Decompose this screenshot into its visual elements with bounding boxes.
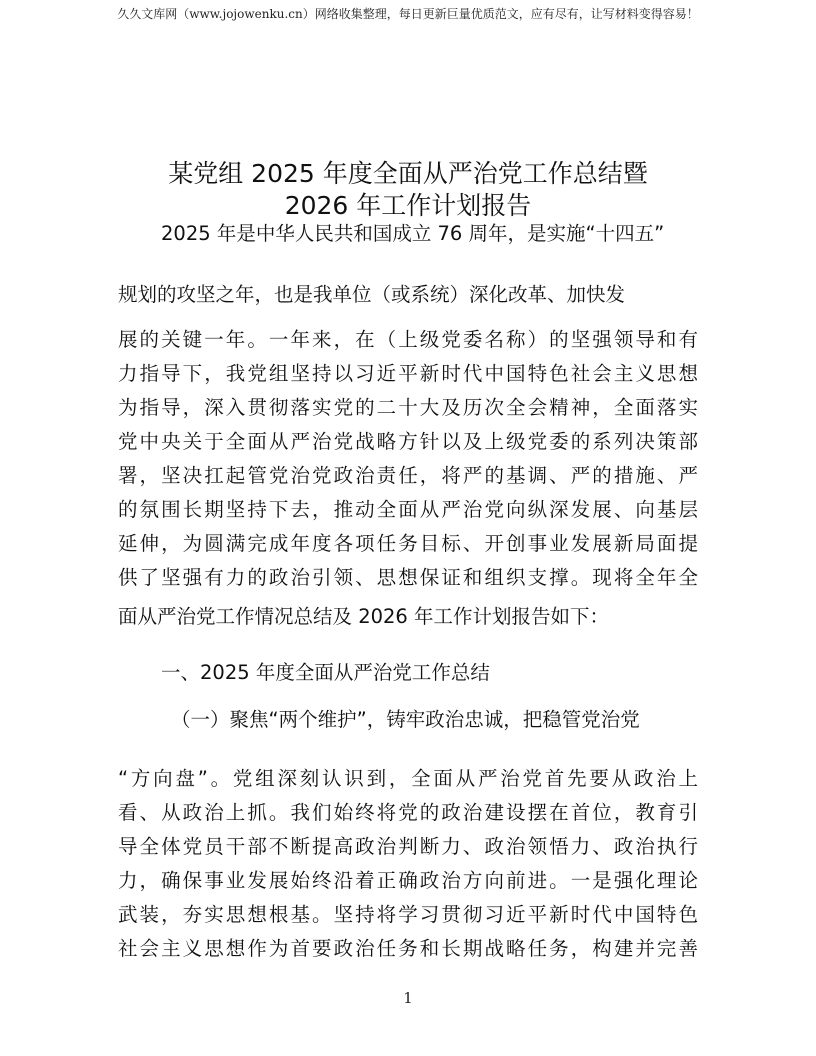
header-note: 久久文库网（www.jojowenku.cn）网络收集整理，每日更新巨量优质范文，应有尽有，让写材料变得容易！ <box>117 7 699 21</box>
paragraph-line: 规划的攻坚之年，也是我单位（或系统）深化改革、加快发 <box>118 283 626 306</box>
paragraph-line: 看、从政治上抓。我们始终将党的政治建设摆在首位，教育引 <box>118 801 698 824</box>
subsection-heading: （一）聚焦“两个维护”，铸牢政治忠诚，把稳管党治党 <box>171 708 640 731</box>
paragraph-line: 面从严治党工作情况总结及 2026 年工作计划报告如下： <box>118 605 610 628</box>
paragraph-line: 供了坚强有力的政治引领、思想保证和组织支撑。现将全年全 <box>118 566 698 589</box>
paragraph-line: 的氛围长期坚持下去，推动全面从严治党向纵深发展、向基层 <box>118 498 698 521</box>
section-heading: 一、2025 年度全面从严治党工作总结 <box>161 661 490 684</box>
document-title-line-1: 某党组 2025 年度全面从严治党工作总结暨 <box>168 159 648 188</box>
paragraph-line: 力，确保事业发展始终沿着正确政治方向前进。一是强化理论 <box>118 869 698 892</box>
paragraph-line: 延伸，为圆满完成年度各项任务目标、开创事业发展新局面提 <box>118 532 698 555</box>
paragraph-line: 展的关键一年。一年来，在（上级党委名称）的坚强领导和有 <box>118 328 698 351</box>
document-title-line-2: 2026 年工作计划报告 <box>284 191 532 220</box>
paragraph-line: “方向盘”。党组深刻认识到，全面从严治党首先要从政治上 <box>118 767 698 790</box>
page-number: 1 <box>403 989 413 1007</box>
paragraph-line: 2025 年是中华人民共和国成立 76 周年，是实施“十四五” <box>161 222 665 245</box>
paragraph-line: 导全体党员干部不断提高政治判断力、政治领悟力、政治执行 <box>118 835 698 858</box>
paragraph-line: 党中央关于全面从严治党战略方针以及上级党委的系列决策部 <box>118 430 698 453</box>
paragraph-line: 力指导下，我党组坚持以习近平新时代中国特色社会主义思想 <box>118 362 698 385</box>
paragraph-line: 社会主义思想作为首要政治任务和长期战略任务，构建并完善 <box>118 937 698 960</box>
paragraph-line: 为指导，深入贯彻落实党的二十大及历次全会精神，全面落实 <box>118 396 698 419</box>
paragraph-line: 署，坚决扛起管党治党政治责任，将严的基调、严的措施、严 <box>118 464 698 487</box>
paragraph-line: 武装，夯实思想根基。坚持将学习贯彻习近平新时代中国特色 <box>118 903 698 926</box>
